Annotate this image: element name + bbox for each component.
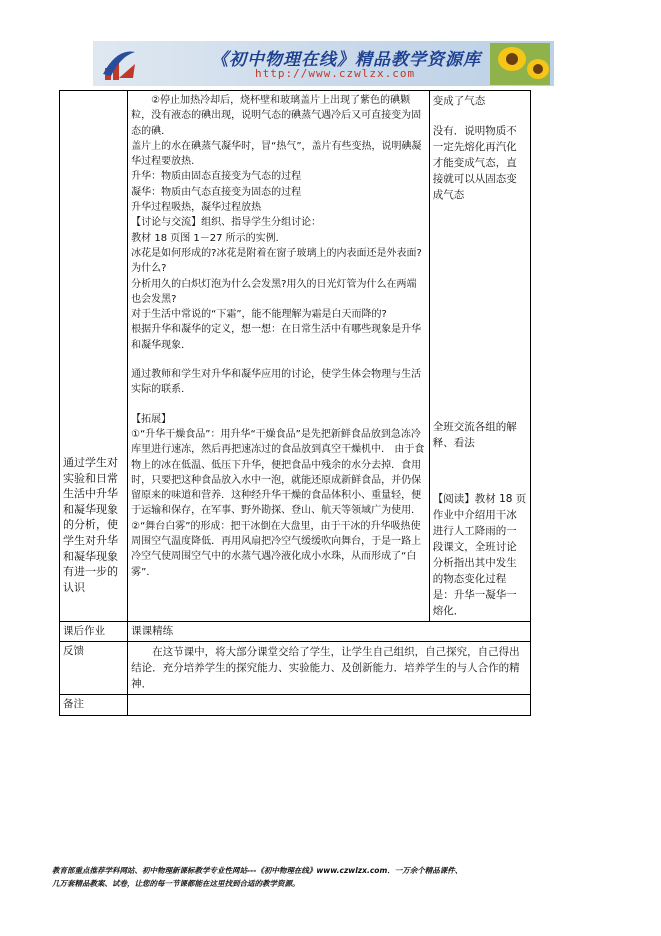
table-row bbox=[60, 695, 531, 716]
note-text: 全班交流各组的解释、看法 bbox=[432, 421, 517, 449]
content-para: ②“舞台白雾”的形成：把干冰倒在大盘里，由于干冰的升华吸热使周围空气温度降低．再用风扇把冷空气缓缓吹向舞台，于是一路上冷空气使周围空气中的水蒸气遇冷液化成小水珠，从而形成了“白雾”． bbox=[131, 520, 422, 578]
feedback-text: 在这节课中，将大部分课堂交给了学生，让学生自己组织，自己探究，自己得出结论．充分培养学生的探究能力、实验能力、及创新能力．培养学生的与人合作的精神． bbox=[131, 646, 520, 691]
content-para: 教材 18 页图 1－27 所示的实例． bbox=[131, 232, 286, 244]
spacer bbox=[433, 451, 527, 491]
footer-line: 教育部重点推荐学科网站、初中物理新课标教学专业性网站---《初中物理在线》www.czwlzx.com．一万余个精品课件、 bbox=[52, 866, 463, 875]
banner-title: 《初中物理在线》精品教学资源库 bbox=[211, 50, 481, 70]
site-banner bbox=[93, 41, 554, 86]
content-para: 凝华：物质由气态直接变为固态的过程 bbox=[131, 186, 302, 198]
lesson-table bbox=[59, 90, 531, 716]
homework-label: 课后作业 bbox=[60, 622, 128, 642]
content-para: 对于生活中常说的“下霜”，能不能理解为霜是白天而降的? bbox=[131, 309, 387, 321]
content-para: 升华过程吸热，凝华过程放热 bbox=[131, 202, 262, 214]
table-row bbox=[60, 642, 531, 695]
content-para: 通过教师和学生对升华和凝华应用的讨论，使学生体会物理与生活实际的联系． bbox=[131, 369, 422, 396]
content-heading: 【拓展】 bbox=[131, 413, 172, 425]
table-row bbox=[60, 91, 531, 622]
spacer bbox=[433, 109, 527, 123]
remarks-label: 备注 bbox=[60, 695, 128, 716]
content-para: 根据升华和凝华的定义，想一想：在日常生活中有哪些现象是升华和凝华现象． bbox=[131, 324, 422, 351]
spacer bbox=[131, 353, 426, 367]
table-row bbox=[60, 622, 531, 642]
remarks-value bbox=[128, 695, 531, 716]
content-para: ②停止加热冷却后，烧杯壁和玻璃盖片上出现了紫色的碘颗粒，没有液态的碘出现，说明气态的碘蒸气遇冷后又可直接变为固态的碘． bbox=[131, 95, 422, 137]
note-text: 变成了气态 bbox=[432, 95, 486, 107]
goal-cell bbox=[60, 91, 128, 622]
content-para: 盖片上的水在碘蒸气凝华时，冒“热气”，盖片有些变热，说明碘凝华过程要放热. bbox=[131, 140, 422, 168]
note-text: 没有．说明物质不一定先熔化再汽化才能变成气态，直接就可以从固态变成气态 bbox=[432, 125, 517, 201]
spacer bbox=[131, 398, 426, 412]
content-para: ①“升华干燥食品”：用升华“干燥食品”是先把新鲜食品放到急冻冷库里进行速冻，然后再把速冻过的食品放到真空干燥机中． 由于食物上的冰在低温、低压下升华，便把食品中残余的水分去掉．食用时，只要把这种食品放入水中一泡，就能还原成新鲜食品，并仍保留原来的味道和营养．这种经升华干燥的食品体积小、重量轻，便于运输和保存，在军事、野外勘探、登山、航天等领域广为使用． bbox=[131, 428, 425, 517]
site-logo-icon bbox=[99, 44, 139, 84]
content-para: 冰花是如何形成的?冰花是附着在窗子玻璃上的内表面还是外表面?为什么? bbox=[131, 247, 422, 275]
content-para: 【讨论与交流】组织、指导学生分组讨论： bbox=[131, 217, 322, 229]
content-para: 升华：物质由固态直接变为气态的过程 bbox=[131, 171, 302, 183]
feedback-label: 反馈 bbox=[60, 642, 128, 695]
note-text: 【阅读】教材 18 页作业中介绍用干冰进行人工降雨的一段课文，全班讨论分析指出其中发生的物态变化过程是：升华一凝华一熔化． bbox=[432, 493, 527, 617]
content-cell bbox=[128, 91, 430, 622]
homework-value: 课课精练 bbox=[128, 622, 531, 642]
content-para: 分析用久的白炽灯泡为什么会发黑?用久的日光灯管为什么在两端也会发黑? bbox=[131, 278, 417, 305]
sunflower-icon bbox=[490, 43, 550, 85]
page-footer bbox=[52, 864, 612, 890]
banner-url[interactable]: http://www.czwlzx.com bbox=[255, 67, 416, 80]
notes-cell bbox=[429, 91, 530, 622]
teaching-goal: 通过学生对实验和日常生活中升华和凝华现象的分析，使学生对升华和凝华现象有进一步的认识 bbox=[63, 456, 118, 594]
feedback-value bbox=[128, 642, 531, 695]
spacer bbox=[433, 203, 527, 419]
footer-line: 几万套精品教案、试卷，让您的每一节课都能在这里找到合适的教学资源。 bbox=[52, 879, 300, 888]
